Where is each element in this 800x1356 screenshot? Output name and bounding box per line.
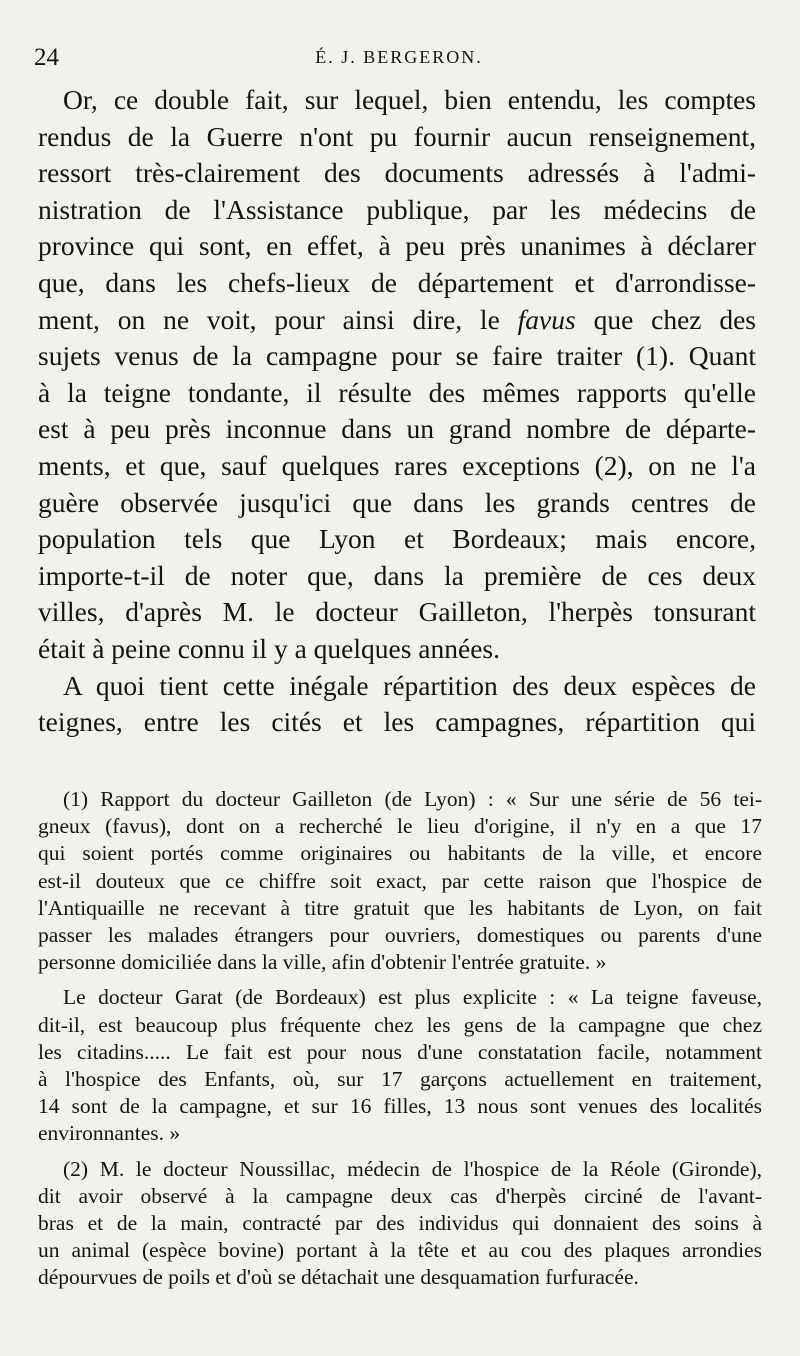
footnotes <box>38 786 762 1300</box>
footnote-line: les citadins..... Le fait est pour nous d'une constatation facile, notamment <box>38 1039 762 1064</box>
paragraph-1 <box>38 82 756 668</box>
text-line: rendus de la Guerre n'ont pu fournir aucun renseignement, <box>38 120 756 152</box>
footnote-line: (1) Rapport du docteur Gailleton (de Lyon) : « Sur une série de 56 tei- <box>63 787 762 811</box>
footnote-line: Le docteur Garat (de Bordeaux) est plus explicite : « La teigne faveuse, <box>63 985 762 1010</box>
footnote-line: dit-il, est beaucoup plus fréquente chez les gens de la campagne que chez <box>38 1012 762 1037</box>
text-line: guère observée jusqu'ici que dans les grands centres de <box>38 486 756 518</box>
text-line: était à peine connu il y a quelques années. <box>38 632 500 664</box>
main-text <box>38 82 756 741</box>
footnote-line: gneux (favus), dont on a recherché le lieu d'origine, il n'y en a que 17 <box>38 814 762 839</box>
footnote-line: bras et de la main, contracté par des individus qui donnaient des soins à <box>38 1211 762 1236</box>
text-line: importe-t-il de noter que, dans la première de ces deux <box>38 559 756 591</box>
text-segment: ment, on ne voit, pour ainsi dire, le <box>38 303 500 335</box>
footnote-line: dépourvues de poils et d'où se détachait une desquamation furfuracée. <box>38 1265 639 1290</box>
text-line: villes, d'après M. le docteur Gailleton, l'herpès tonsurant <box>38 596 756 628</box>
paragraph-2 <box>38 668 756 741</box>
footnote-line: environnantes. » <box>38 1121 181 1146</box>
italic-term: favus <box>517 303 576 335</box>
footnote-line: à l'hospice des Enfants, où, sur 17 garçons actuellement en traitement, <box>38 1067 762 1092</box>
page-number: 24 <box>34 44 59 71</box>
page-header <box>34 44 764 74</box>
text-line: Or, ce double fait, sur lequel, bien entendu, les comptes <box>63 84 756 115</box>
text-line: que, dans les chefs-lieux de département et d'arrondisse- <box>38 266 756 298</box>
footnote-line: dit avoir observé à la campagne deux cas d'herpès circiné de l'avant- <box>38 1183 762 1208</box>
footnote-2 <box>38 1156 762 1292</box>
footnote-line: (2) M. le docteur Noussillac, médecin de l'hospice de la Réole (Gironde), <box>63 1156 762 1181</box>
text-line: sujets venus de la campagne pour se faire traiter (1). Quant <box>38 340 756 372</box>
footnote-1-continued <box>38 984 762 1147</box>
footnote-line: un animal (espèce bovine) portant à la tête et au cou des plaques arrondies <box>38 1238 762 1263</box>
footnote-1 <box>38 786 762 976</box>
text-line: nistration de l'Assistance publique, par les médecins de <box>38 193 756 225</box>
footnote-separator <box>38 773 756 774</box>
footnote-line: passer les malades étrangers pour ouvriers, domestiques ou parents d'une <box>38 923 762 948</box>
text-line-with-italic <box>38 302 756 339</box>
text-line: province qui sont, en effet, à peu près unanimes à déclarer <box>38 230 756 262</box>
footnote-line: l'Antiquaille ne recevant à titre gratuit que les habitants de Lyon, on fait <box>38 895 762 920</box>
text-line: ments, et que, sauf quelques rares exceptions (2), on ne l'a <box>38 449 756 481</box>
footnote-line: qui soient portés comme originaires ou habitants de la ville, et encore <box>38 841 762 866</box>
footnote-line: personne domiciliée dans la ville, afin d'obtenir l'entrée gratuite. » <box>38 950 607 975</box>
text-line: population tels que Lyon et Bordeaux; mais encore, <box>38 523 756 555</box>
text-line: à la teigne tondante, il résulte des mêmes rapports qu'elle <box>38 376 756 408</box>
running-head: É. J. BERGERON. <box>315 47 483 67</box>
text-segment: que chez des <box>593 303 757 335</box>
text-line: ressort très-clairement des documents adressés à l'admi- <box>38 157 756 189</box>
text-line: teignes, entre les cités et les campagnes, répartition qui <box>38 706 756 738</box>
text-line: A quoi tient cette inégale répartition des deux espèces de <box>63 669 756 701</box>
footnote-line: 14 sont de la campagne, et sur 16 filles, 13 nous sont venues des localités <box>38 1094 762 1119</box>
footnote-line: est-il douteux que ce chiffre soit exact, par cette raison que l'hospice de <box>38 868 762 893</box>
text-line: est à peu près inconnue dans un grand nombre de départe- <box>38 413 756 445</box>
